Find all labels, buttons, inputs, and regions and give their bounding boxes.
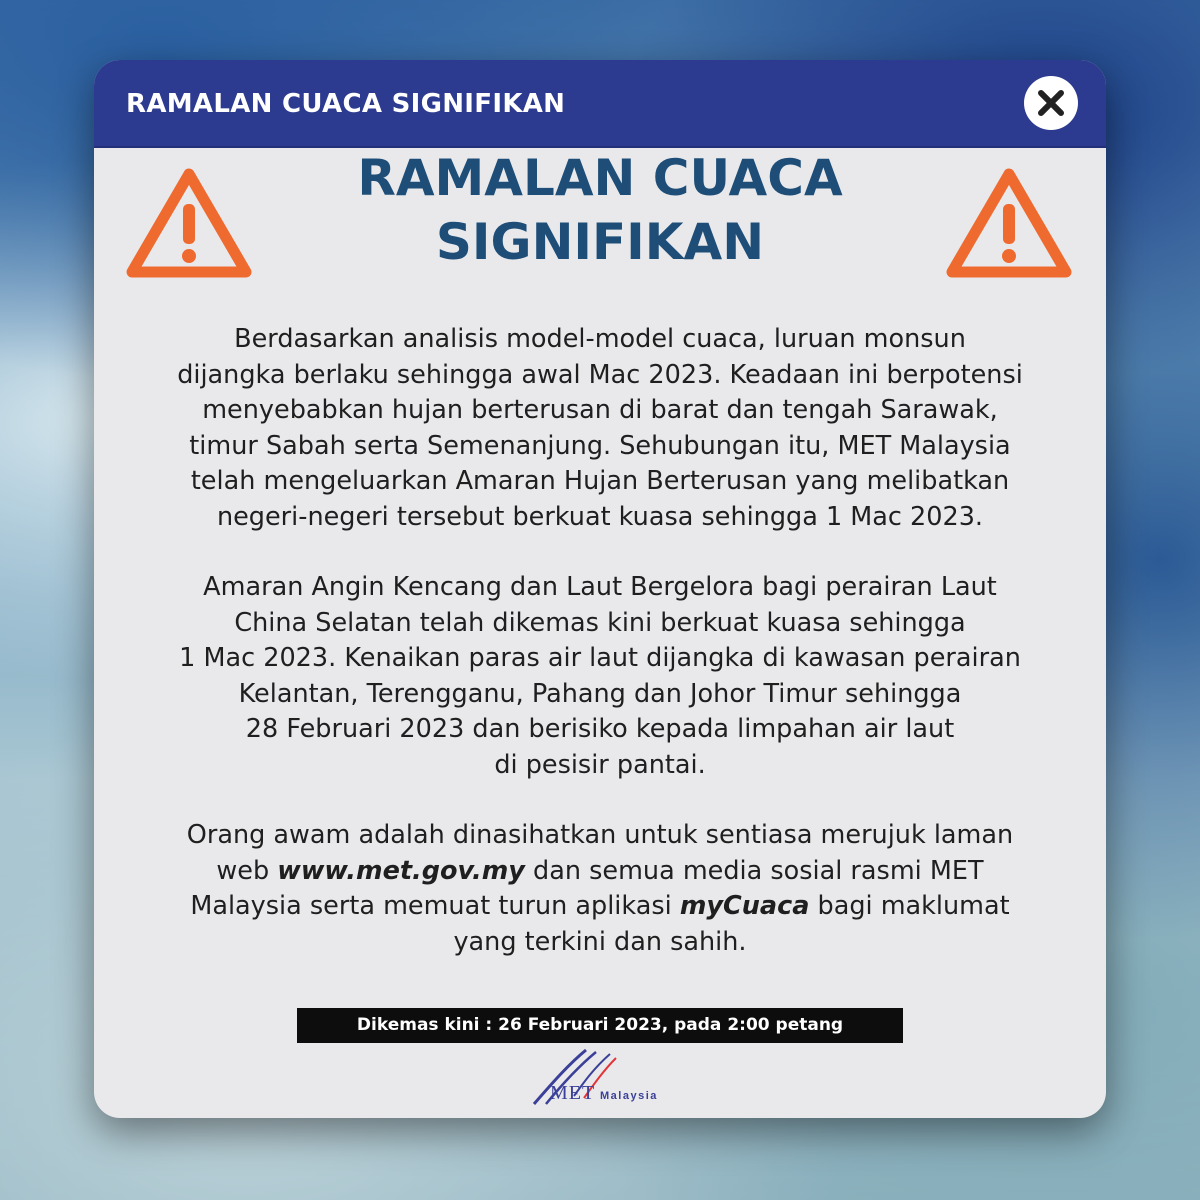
text-line: 28 Februari 2023 dan berisiko kepada limpahan air laut [245,714,955,744]
text-fragment: bagi maklumat [809,891,1010,921]
met-logo-mark-icon [524,1046,684,1112]
text-line: negeri-negeri tersebut berkuat kuasa sehingga 1 Mac 2023. [216,501,984,532]
dialog-titlebar [94,60,1106,148]
text-line: dijangka berlaku sehingga awal Mac 2023. Keadaan ini berpotensi [177,359,1023,390]
text-line: Orang awam adalah dinasihatkan untuk sentiasa merujuk laman [186,820,1014,850]
text-fragment: web [216,855,278,886]
text-line: Kelantan, Terengganu, Pahang dan Johor Timur sehingga [238,678,962,709]
text-line: timur Sabah serta Semenanjung. Sehubungan itu, MET Malaysia [189,430,1011,461]
text-line: yang terkini dan sahih. [453,926,747,957]
warning-triangle-icon [124,166,254,282]
text-line: telah mengeluarkan Amaran Hujan Berterusan yang melibatkan [190,466,1010,496]
last-updated-bar: Dikemas kini : 26 Februari 2023, pada 2:00 petang [297,1008,903,1043]
met-malaysia-logo [524,1046,684,1112]
warning-triangle-icon [944,166,1074,282]
close-icon [1024,76,1078,130]
text-line: China Selatan telah dikemas kini berkuat kuasa sehingga [234,607,966,638]
app-name: myCuaca [679,891,810,921]
headline-line-2: SIGNIFIKAN [435,213,765,271]
dialog-title: RAMALAN CUACA SIGNIFIKAN [126,89,566,119]
text-line: Amaran Angin Kencang dan Laut Bergelora bagi perairan Laut [203,572,997,602]
logo-malaysia-text: Malaysia [600,1090,658,1102]
forecast-paragraph [104,322,1096,535]
logo-met-text: MET [550,1082,596,1104]
marine-warning-paragraph [104,570,1096,783]
close-button[interactable] [1024,76,1078,130]
headline-line-1: RAMALAN CUACA [357,149,843,207]
text-line: menyebabkan hujan berterusan di barat dan tengah Sarawak, [202,395,998,425]
text-fragment: dan semua media sosial rasmi MET [524,855,984,886]
text-line [104,854,1096,890]
website-link[interactable]: www.met.gov.my [277,855,525,886]
advisory-paragraph [104,818,1096,960]
text-line: Berdasarkan analisis model-model cuaca, luruan monsun [234,324,966,354]
alert-dialog [94,60,1106,1118]
text-fragment: Malaysia serta memuat turun aplikasi [190,891,680,921]
text-line: di pesisir pantai. [494,749,706,780]
text-line: 1 Mac 2023. Kenaikan paras air laut dijangka di kawasan perairan [179,643,1021,673]
text-line [104,889,1096,925]
